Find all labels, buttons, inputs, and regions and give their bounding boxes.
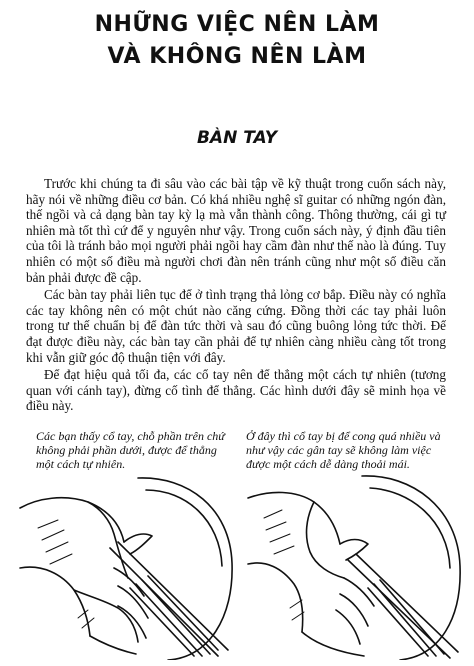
paragraph-2: Các bàn tay phải liên tục để ở tình trạng thả lỏng cơ bắp. Điều này có nghĩa các tay không nên có một chút nào căng cứng. Đồng thời các tay phải luôn trong tư thế chuẩn bị để đàn tức thời và sau đó cũng buông lỏng tức thời. Để đạt được điều này, các bàn tay cần phải để tự nhiên càng nhiều càng tốt trong khi vẫn giữ góc độ thuận tiện với đây. [26,287,446,365]
caption-right: Ở đây thì cổ tay bị để cong quá nhiều và như vậy các gân tay sẽ không làm việc được một cách dễ dàng thoải mái. [246,429,441,471]
caption-left: Các bạn thấy cổ tay, chỗ phần trên chứ không phải phần dưới, được để thẳng một cách tự nhiên. [36,429,225,471]
title-line-2: VÀ KHÔNG NÊN LÀM [107,44,367,69]
paragraph-3: Để đạt hiệu quả tối đa, các cổ tay nên để thẳng một cách tự nhiên (tương quan với cánh tay), đừng cố tình để thẳng. Các hình dưới đây sẽ minh họa về điều này. [26,367,446,414]
paragraph-1: Trước khi chúng ta đi sâu vào các bài tập về kỹ thuật trong cuốn sách này, hãy nói về những điều cơ bản. Có khá nhiều nghệ sĩ guitar có những ngón đàn, thế ngồi và cả dạng bàn tay kỳ lạ mà vẫn thành công. Thông thường, cái gì tự nhiên mà tốt thì cứ để y nguyên như vậy. Trong cuốn sách này, ý định đầu tiên của tôi là tránh bảo mọi người phải ngồi hay cầm đàn như thế nào là đúng. Tuy nhiên có một số điều mà người chơi đàn nên tránh cũng như một số điều căn bản phải được đề cập. [26,176,446,285]
section-heading: BÀN TAY [196,128,278,148]
title-line-1: NHỮNG VIỆC NÊN LÀM [94,12,380,37]
hand-on-guitar-bent-wrist-illustration [244,468,464,660]
hand-on-guitar-straight-wrist-illustration [18,468,234,660]
body-text [26,176,446,416]
